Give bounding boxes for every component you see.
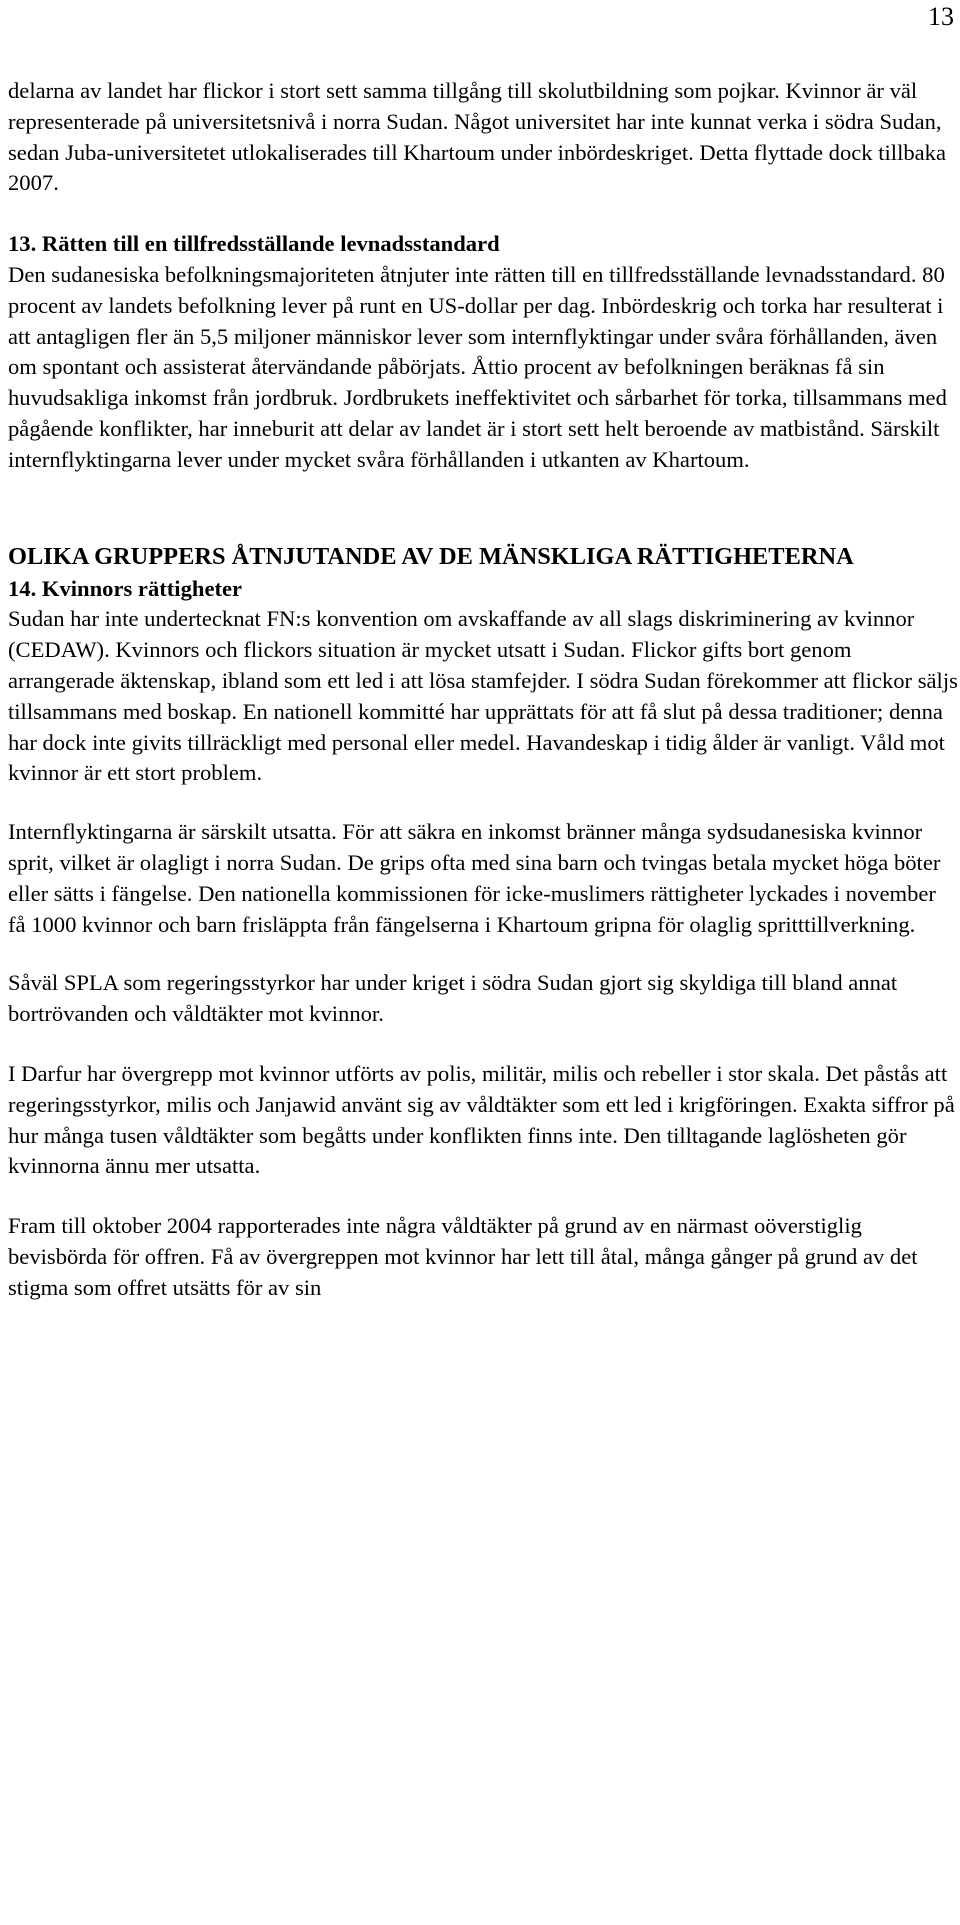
section-14-paragraph-4: I Darfur har övergrepp mot kvinnor utförts av polis, militär, milis och rebeller i stor skala. Det påstås att regeringsstyrkor, milis och Janjawid använt sig av våldtäkter som ett led i krigföringen. Exakta siffror på hur många tusen våldtäkter som begåtts under konflikten finns inte. Den tilltagande laglösheten gör kvinnorna ännu mer utsatta. xyxy=(8,1060,955,1179)
section-13-heading: 13. Rätten till en tillfredsställande levnadsstandard xyxy=(8,231,500,257)
page-number: 13 xyxy=(928,2,954,31)
section-13-paragraph: Den sudanesiska befolkningsmajoriteten åtnjuter inte rätten till en tillfredsställande levnadsstandard. 80 procent av landets befolkning lever på runt en US-dollar per dag. Inbördeskrig och torka har resulterat i att antagligen fler än 5,5 miljoner människor lever som internflyktingar under svåra förhållanden, även om spontant och assisterat återvändande påbörjats. Åttio procent av befolkningen beräknas få sin huvudsakliga inkomst från jordbruk. Jordbrukets ineffektivitet och sårbarhet för torka, tillsammans med pågående konflikter, har inneburit att delar av landet är i stort sett helt beroende av matbistånd. Särskilt internflyktingarna lever under mycket svåra förhållanden i utkanten av Khartoum. xyxy=(8,261,947,472)
section-14-paragraph-5: Fram till oktober 2004 rapporterades inte några våldtäkter på grund av en närmast oöverstiglig bevisbörda för offren. Få av övergreppen mot kvinnor har lett till åtal, många gånger på grund av det stigma som offret utsätts för av sin xyxy=(8,1213,918,1300)
section-14-heading: 14. Kvinnors rättigheter xyxy=(8,575,243,601)
section-14-paragraph-2: Internflyktingarna är särskilt utsatta. För att säkra en inkomst bränner många sydsudanesiska kvinnor sprit, vilket är olagligt i norra Sudan. De grips ofta med sina barn och tvingas betala mycket höga böter eller sätts i fängelse. Den nationella kommissionen för icke-muslimers rättigheter lyckades i november få 1000 kvinnor och barn frisläppta från fängelserna i Khartoum gripna för olaglig spritttillverkning. xyxy=(8,819,941,937)
section-14-paragraph-1: Sudan har inte undertecknat FN:s konvention om avskaffande av all slags diskriminering av kvinnor (CEDAW). Kvinnors och flickors situation är mycket utsatt i Sudan. Flickor gifts bort genom arrangerade äktenskap, ibland som ett led i att lösa stamfejder. I södra Sudan förekommer att flickor säljs tillsammans med boskap. En nationell kommitté har upprättats för att få slut på dessa traditioner; denna har dock inte givits tillräckligt med personal eller medel. Havandeskap i tidig ålder är vanligt. Våld mot kvinnor är ett stort problem. xyxy=(8,606,958,786)
main-section-heading: OLIKA GRUPPERS ÅTNJUTANDE AV DE MÄNSKLIGA RÄTTIGHETERNA xyxy=(8,542,854,570)
section-14-paragraph-3: Såväl SPLA som regeringsstyrkor har under kriget i södra Sudan gjort sig skyldiga till bland annat bortrövanden och våldtäkter mot kvinnor. xyxy=(8,970,898,1027)
intro-paragraph: delarna av landet har flickor i stort sett samma tillgång till skolutbildning som pojkar. Kvinnor är väl representerade på universitetsnivå i norra Sudan. Något universitet har inte kunnat verka i södra Sudan, sedan Juba-universitetet utlokaliserades till Khartoum under inbördeskriget. Detta flyttade dock tillbaka 2007. xyxy=(8,78,946,196)
document-body xyxy=(8,76,958,1304)
